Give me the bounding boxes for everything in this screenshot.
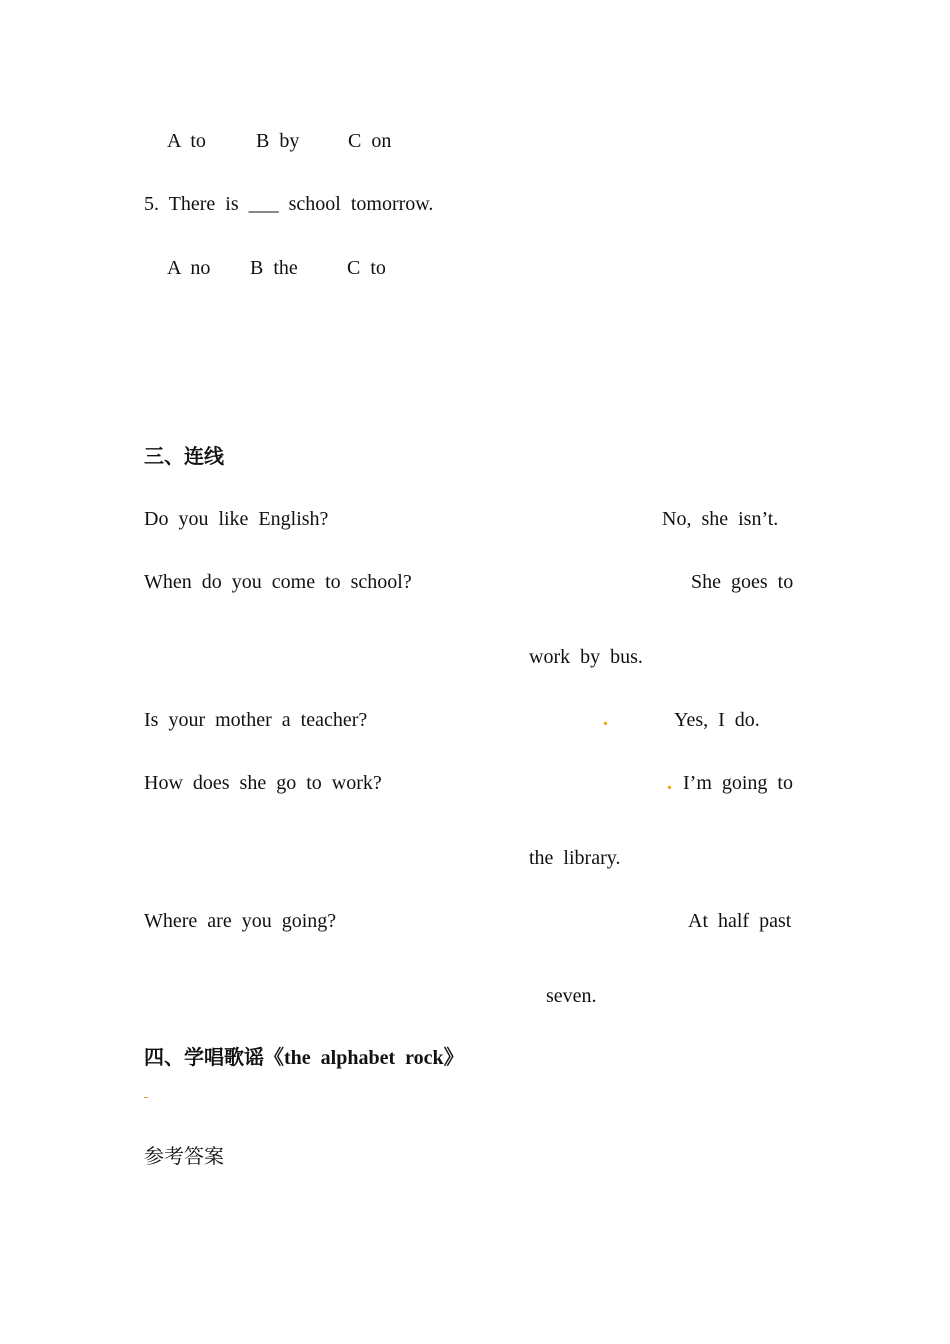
match-left-5: Where are you going?: [144, 910, 337, 932]
match-right-2-line1: She goes to: [691, 571, 794, 593]
match-left-4: How does she go to work?: [144, 772, 382, 794]
q5-option-b: B the: [250, 257, 298, 279]
match-left-2: When do you come to school?: [144, 571, 412, 593]
match-right-4-line2: the library.: [529, 847, 621, 869]
q5-option-c: C to: [347, 257, 386, 279]
section3-title: 三、连线: [144, 446, 224, 468]
section4-title: 四、学唱歌谣《the alphabet rock》: [144, 1047, 464, 1069]
q5-question: 5. There is ___ school tomorrow.: [144, 193, 434, 215]
match-right-2-line2: work by bus.: [529, 646, 643, 668]
answers-title: 参考答案: [144, 1146, 224, 1168]
q4-option-c: C on: [348, 130, 392, 152]
accent-dot: .: [603, 708, 608, 730]
accent-dot: .: [667, 772, 672, 794]
match-left-1: Do you like English?: [144, 508, 329, 530]
match-right-3: Yes, I do.: [674, 709, 760, 731]
q4-option-a: A to: [167, 130, 206, 152]
match-right-5-line2: seven.: [546, 985, 597, 1007]
match-right-1: No, she isn’t.: [662, 508, 779, 530]
match-right-4-line1: I’m going to: [683, 772, 793, 794]
q5-option-a: A no: [167, 257, 211, 279]
match-left-3: Is your mother a teacher?: [144, 709, 368, 731]
accent-mark: [144, 1097, 148, 1098]
match-right-5-line1: At half past: [688, 910, 792, 932]
q4-option-b: B by: [256, 130, 300, 152]
